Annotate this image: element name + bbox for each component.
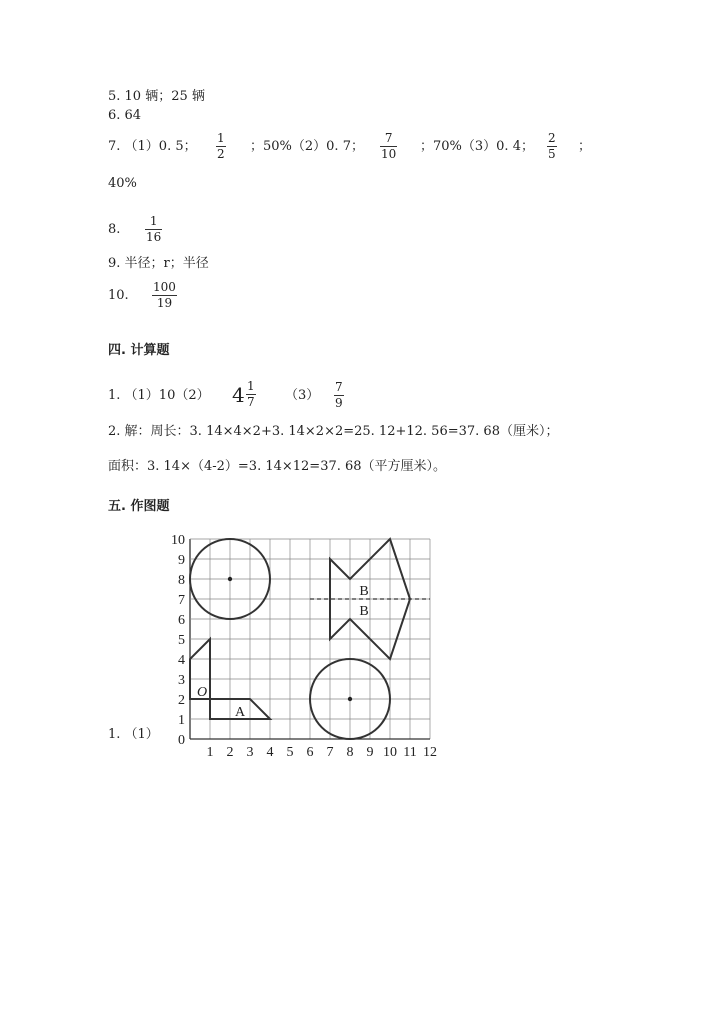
y-tick-label: 0 (178, 733, 185, 748)
fraction-7-9: 7 9 (335, 380, 343, 410)
x-tick-label: 10 (383, 745, 397, 760)
answer-6: 6. 64 (108, 108, 142, 123)
x-tick-label: 7 (326, 745, 334, 760)
circle-bottom-right-center-dot (348, 697, 352, 701)
answer-9: 9. 半径；r；半径 (108, 256, 209, 271)
x-tick-label: 8 (346, 745, 354, 760)
x-tick-label: 1 (206, 745, 214, 760)
calc-1-part1: 1. （1）10（2） (108, 388, 210, 403)
y-tick-label: 8 (178, 573, 185, 588)
circle-top-left-center-dot (228, 577, 232, 581)
answer-7-part4: ； (578, 139, 592, 154)
label-a: A (234, 705, 246, 720)
fraction-100-19: 100 19 (153, 280, 176, 310)
y-tick-label: 4 (178, 653, 185, 668)
answer-5: 5. 10 辆；25 辆 (108, 89, 205, 104)
label-b-bottom: B (359, 604, 369, 619)
calc-2-line2: 面积：3. 14×（4-2）=3. 14×12=37. 68（平方厘米）。 (108, 459, 447, 474)
fraction-2-5: 2 5 (548, 131, 556, 161)
answer-7-part1: 7. （1）0. 5； (108, 139, 197, 154)
x-tick-label: 5 (286, 745, 294, 760)
fraction-7-10: 7 10 (381, 131, 397, 161)
y-tick-label: 1 (178, 713, 185, 728)
fraction-1-2: 1 2 (217, 131, 225, 161)
y-tick-label: 6 (178, 613, 185, 628)
answer-10-label: 10. (108, 288, 129, 303)
answer-page: 5. 10 辆；25 辆 6. 64 7. （1）0. 5； 1 2 ；50%（2）0. 7； 7 10 ；70%（3）0. 4； 2 5 ； 40% 8. 1 16 9. 半径；r；半径 10. 100 19 四. 计算题 1. （1）10（2） 4 1 7 （3） 7 9 2. 解：周长：3. 14×4×2+3. 14×2×2=25. 12+12. 56=37. 68（厘米）； 面积：3. 14×（4-2）=3. 14×12=37. 68（平方厘米）。 五. 作图题 1. （1） A O B B 1 2 3 4 5 6 7 8 9 10 11 12 0 1 2 3 4 5 6 7 8 9 10 (108, 89, 592, 760)
y-tick-label: 10 (171, 533, 185, 548)
y-tick-label: 7 (178, 593, 185, 608)
y-tick-label: 3 (178, 673, 185, 688)
y-tick-label: 9 (178, 553, 185, 568)
fraction-1-16: 1 16 (146, 214, 162, 244)
answer-7-part2: ；50%（2）0. 7； (250, 139, 364, 154)
coordinate-grid-figure (160, 530, 450, 760)
answer-7-part3: ；70%（3）0. 4； (420, 139, 534, 154)
calc-1-part2: （3） (285, 388, 320, 403)
label-o: O (196, 685, 208, 700)
x-tick-label: 2 (226, 745, 234, 760)
x-tick-label: 9 (366, 745, 374, 760)
x-tick-label: 12 (423, 745, 437, 760)
section-4-title: 四. 计算题 (108, 343, 170, 358)
x-tick-label: 6 (306, 745, 314, 760)
answer-7-part5: 40% (108, 176, 137, 191)
y-tick-label: 2 (178, 693, 185, 708)
calc-2-line1: 2. 解：周长：3. 14×4×2+3. 14×2×2=25. 12+12. 56=37. 68（厘米）； (108, 424, 559, 439)
grid-lines (190, 539, 430, 739)
section-5-title: 五. 作图题 (108, 499, 170, 514)
draw-1-label: 1. （1） (108, 727, 159, 742)
x-tick-label: 4 (266, 745, 274, 760)
x-tick-label: 3 (246, 745, 254, 760)
y-tick-label: 5 (178, 633, 185, 648)
answer-8-label: 8. (108, 222, 121, 237)
x-tick-label: 11 (403, 745, 417, 760)
label-b-top: B (359, 584, 369, 599)
